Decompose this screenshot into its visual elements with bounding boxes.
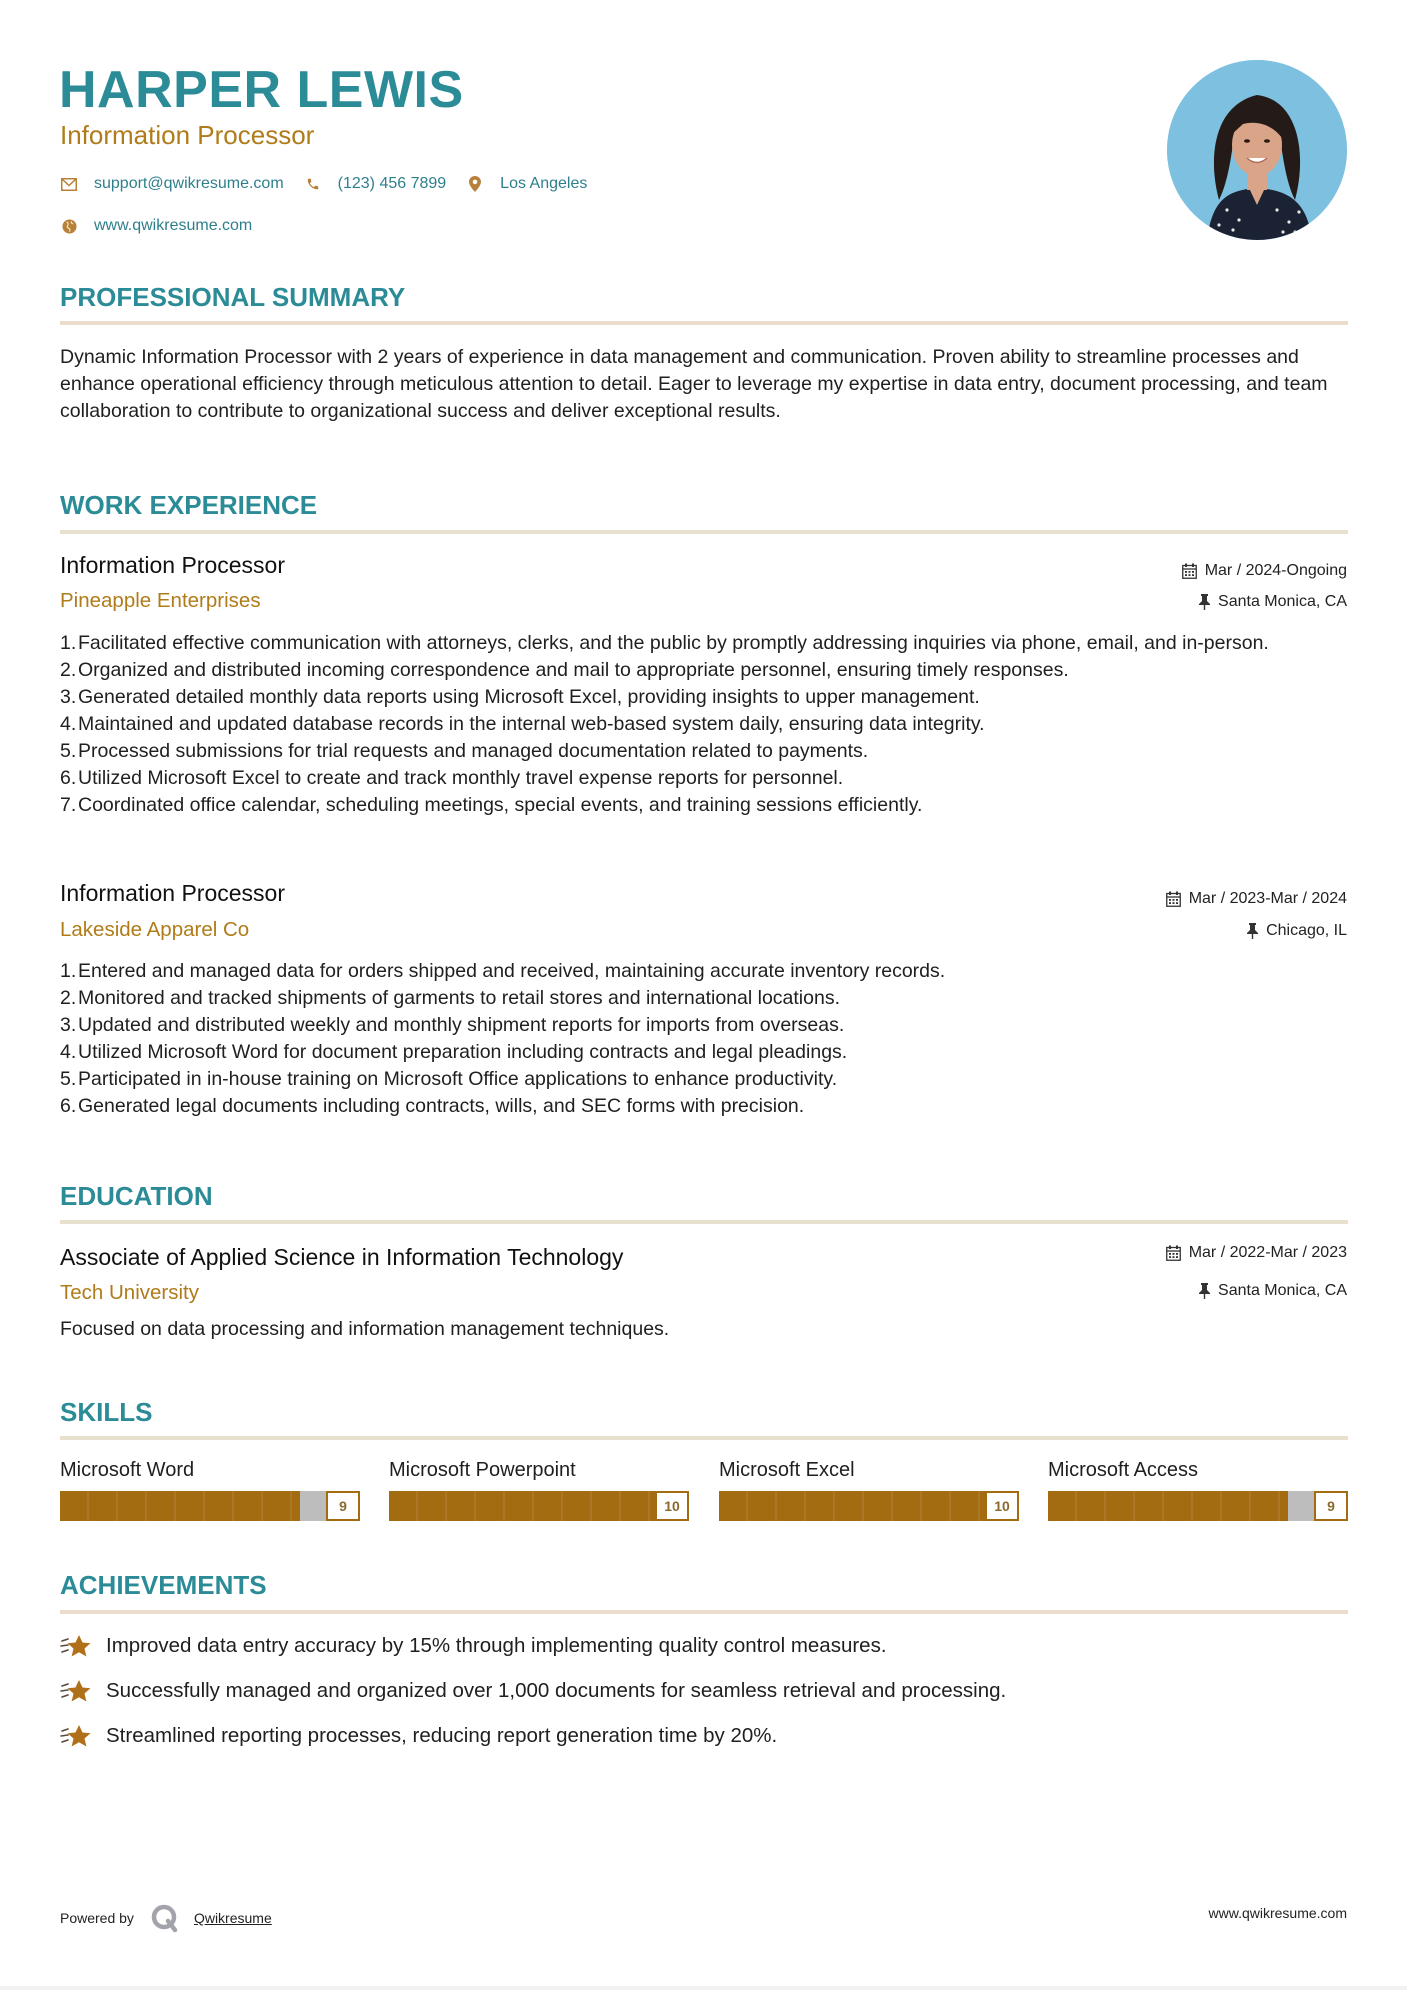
job-dates	[1166, 889, 1347, 909]
job-responsibilities-list	[60, 630, 1348, 819]
footer-website-link[interactable]: www.qwikresume.com	[1208, 1905, 1347, 1921]
list-item: 3. Generated detailed monthly data reports using Microsoft Excel, providing insights to upper management.	[60, 686, 980, 708]
job-location	[1199, 592, 1347, 612]
list-item: 1. Facilitated effective communication with attorneys, clerks, and the public by promptly addressing inquiries via phone, email, and in-person.	[60, 632, 1269, 654]
list-item: 6. Utilized Microsoft Excel to create and track monthly travel expense reports for personnel.	[60, 767, 844, 789]
achievement-item	[60, 1632, 887, 1660]
skill-item	[719, 1457, 1019, 1514]
achievement-item	[60, 1722, 777, 1750]
calendar-icon	[1182, 563, 1197, 579]
list-item: 3. Updated and distributed weekly and monthly shipment reports for imports from overseas.	[60, 1014, 845, 1036]
section-heading-experience: WORK EXPERIENCE	[60, 490, 318, 520]
job-dates	[1182, 561, 1347, 581]
education-description: Focused on data processing and information management techniques.	[60, 1318, 670, 1340]
list-item: 2. Organized and distributed incoming correspondence and mail to appropriate personnel, ensuring timely responses.	[60, 659, 1069, 681]
profile-photo	[1167, 60, 1347, 240]
list-item: 5. Processed submissions for trial requests and managed documentation related to payments.	[60, 740, 869, 762]
company-name: Pineapple Enterprises	[60, 589, 261, 612]
job-location	[1247, 921, 1347, 941]
page-bottom-edge	[0, 1986, 1407, 1990]
phone-icon	[304, 175, 322, 193]
list-item: 4. Utilized Microsoft Word for document preparation including contracts and legal pleadings.	[60, 1041, 848, 1063]
qwikresume-link[interactable]: Qwikresume	[193, 1910, 272, 1926]
powered-by	[60, 1903, 272, 1933]
calendar-icon	[1166, 891, 1181, 907]
skill-score-badge: 9	[326, 1491, 360, 1521]
education-location	[1199, 1281, 1347, 1301]
section-heading-skills: SKILLS	[60, 1397, 153, 1427]
qwikresume-logo-icon	[150, 1903, 180, 1933]
candidate-name: HARPER LEWIS	[59, 61, 464, 119]
section-heading-achievements: ACHIEVEMENTS	[60, 1570, 267, 1600]
section-divider	[60, 530, 1348, 534]
list-item: 6. Generated legal documents including contracts, wills, and SEC forms with precision.	[60, 1095, 805, 1117]
achievement-text: Successfully managed and organized over 1,000 documents for seamless retrieval and processing.	[106, 1679, 1007, 1702]
job-responsibilities-list	[60, 958, 1348, 1120]
shooting-star-icon	[60, 1632, 92, 1660]
summary-text: Dynamic Information Processor with 2 years of experience in data management and communication. Proven ability to streamline processes and enhance operational efficiency through meticulous attention to detail. Eager to leverage my expertise in data entry, document processing, and team collaboration to contribute to organizational success and deliver exceptional results.	[60, 346, 1328, 422]
calendar-icon	[1166, 1245, 1181, 1261]
skill-item	[389, 1457, 689, 1514]
skill-name: Microsoft Word	[60, 1459, 195, 1481]
section-heading-summary: PROFESSIONAL SUMMARY	[60, 282, 406, 312]
globe-icon	[60, 217, 78, 235]
list-item: 5. Participated in in-house training on Microsoft Office applications to enhance productivity.	[60, 1068, 838, 1090]
list-item: 2. Monitored and tracked shipments of garments to retail stores and international locations.	[60, 987, 840, 1009]
shooting-star-icon	[60, 1722, 92, 1750]
contact-phone[interactable]	[304, 174, 447, 194]
skill-name: Microsoft Access	[1048, 1459, 1199, 1481]
candidate-title: Information Processor	[60, 120, 315, 150]
pushpin-icon	[1247, 923, 1258, 939]
job-title: Information Processor	[60, 552, 285, 578]
location-text: Los Angeles	[500, 175, 588, 192]
education-location-text: Santa Monica, CA	[1218, 1282, 1347, 1299]
envelope-icon	[60, 175, 78, 193]
pushpin-icon	[1199, 1283, 1210, 1299]
job-dates-text: Mar / 2023-Mar / 2024	[1188, 890, 1347, 907]
list-item: 1. Entered and managed data for orders shipped and received, maintaining accurate inventory records.	[60, 960, 946, 982]
section-heading-education: EDUCATION	[60, 1181, 213, 1211]
skill-rating-bar	[719, 1491, 1019, 1521]
job-location-text: Santa Monica, CA	[1218, 593, 1347, 610]
company-name: Lakeside Apparel Co	[60, 918, 250, 941]
section-divider	[60, 321, 1348, 325]
job-dates-text: Mar / 2024-Ongoing	[1204, 562, 1347, 579]
email-text: support@qwikresume.com	[94, 175, 284, 192]
skill-rating-fill	[1048, 1491, 1288, 1521]
education-dates	[1166, 1243, 1347, 1263]
job-title: Information Processor	[60, 880, 285, 906]
skill-name: Microsoft Powerpoint	[389, 1459, 576, 1481]
degree-title: Associate of Applied Science in Information Technology	[60, 1244, 624, 1270]
list-item: 4. Maintained and updated database records in the internal web-based system daily, ensuring data integrity.	[60, 713, 985, 735]
skill-item	[1048, 1457, 1348, 1514]
skill-item	[60, 1457, 360, 1514]
website-text: www.qwikresume.com	[94, 217, 253, 234]
skill-name: Microsoft Excel	[719, 1459, 855, 1481]
pushpin-icon	[1199, 594, 1210, 610]
skill-rating-bar	[1048, 1491, 1348, 1521]
skill-score-badge: 10	[655, 1491, 689, 1521]
contact-row-primary	[60, 174, 607, 194]
education-dates-text: Mar / 2022-Mar / 2023	[1188, 1244, 1347, 1261]
powered-by-label: Powered by	[60, 1910, 134, 1926]
skill-rating-fill	[389, 1491, 689, 1521]
job-location-text: Chicago, IL	[1266, 922, 1347, 939]
achievement-text: Improved data entry accuracy by 15% through implementing quality control measures.	[106, 1634, 887, 1657]
section-divider	[60, 1220, 1348, 1224]
shooting-star-icon	[60, 1677, 92, 1705]
contact-row-secondary	[60, 216, 272, 236]
contact-location	[466, 174, 587, 194]
achievement-item	[60, 1677, 1006, 1705]
skill-rating-bar	[60, 1491, 360, 1521]
person-portrait-icon	[1167, 60, 1347, 240]
achievement-text: Streamlined reporting processes, reducing report generation time by 20%.	[106, 1724, 778, 1747]
skill-rating-fill	[60, 1491, 300, 1521]
school-name: Tech University	[60, 1281, 199, 1304]
phone-text: (123) 456 7899	[337, 175, 447, 192]
skill-score-badge: 9	[1314, 1491, 1348, 1521]
list-item: 7. Coordinated office calendar, scheduling meetings, special events, and training sessions efficiently.	[60, 794, 923, 816]
contact-email[interactable]	[60, 174, 284, 194]
section-divider	[60, 1436, 1348, 1440]
skill-rating-fill	[719, 1491, 1019, 1521]
skill-rating-bar	[389, 1491, 689, 1521]
skill-score-badge: 10	[985, 1491, 1019, 1521]
section-divider	[60, 1610, 1348, 1614]
map-pin-icon	[466, 175, 484, 193]
contact-website[interactable]	[60, 216, 252, 236]
